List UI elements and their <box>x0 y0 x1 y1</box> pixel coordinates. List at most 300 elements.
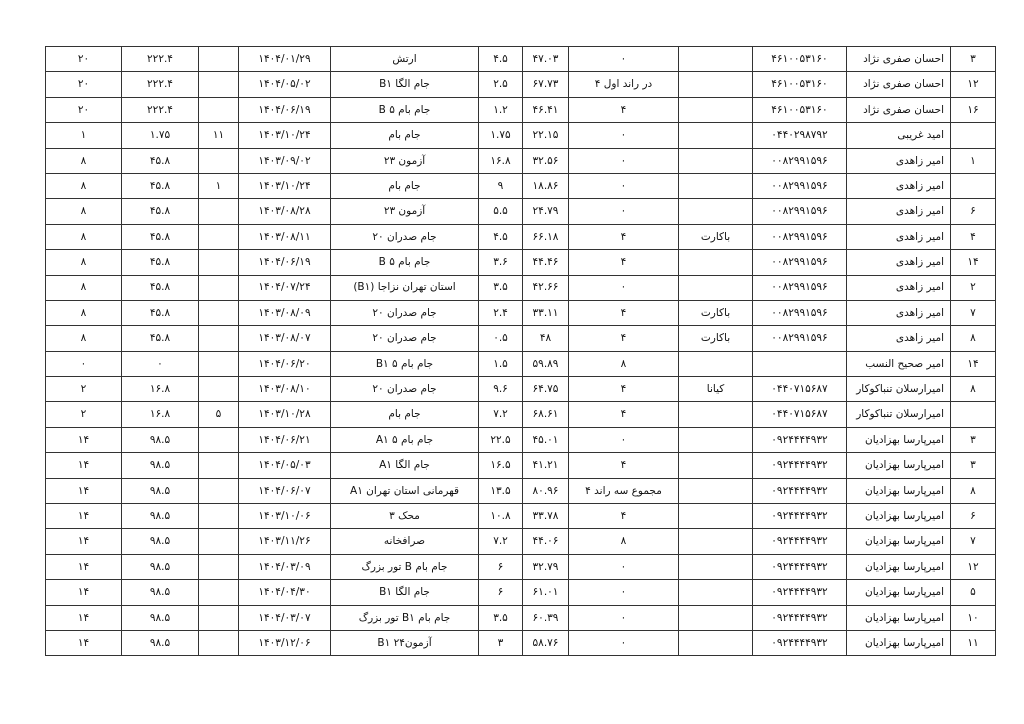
cell-club <box>679 529 753 554</box>
cell-count: ۸ <box>46 199 122 224</box>
cell-name: امیر زاهدی <box>847 250 951 275</box>
cell-total: ۹۸.۵ <box>122 554 199 579</box>
cell-code: ۰۴۴۰۲۹۸۷۹۲ <box>753 123 847 148</box>
table-row <box>46 72 996 97</box>
cell-idx: ۱۰ <box>951 605 996 630</box>
cell-event: جام بام ۵ B <box>331 97 479 122</box>
table-row <box>46 300 996 325</box>
cell-score: ۵۸.۷۶ <box>523 630 569 655</box>
cell-rank: ۰ <box>569 630 679 655</box>
cell-seq <box>199 97 239 122</box>
cell-club <box>679 478 753 503</box>
cell-pts: ۱.۲ <box>479 97 523 122</box>
table-row <box>46 123 996 148</box>
cell-seq <box>199 554 239 579</box>
cell-score: ۶۸.۶۱ <box>523 402 569 427</box>
cell-seq <box>199 47 239 72</box>
cell-date: ۱۴۰۳/۱۲/۰۶ <box>239 630 331 655</box>
cell-date: ۱۴۰۳/۰۸/۱۰ <box>239 377 331 402</box>
cell-total: ۹۸.۵ <box>122 605 199 630</box>
table-row <box>46 529 996 554</box>
cell-seq <box>199 300 239 325</box>
table-row <box>46 630 996 655</box>
cell-seq <box>199 427 239 452</box>
cell-event: جام بام B تور بزرگ <box>331 554 479 579</box>
cell-event: صرافخانه <box>331 529 479 554</box>
cell-count: ۲۰ <box>46 47 122 72</box>
cell-event: جام بام ۵ B۱ <box>331 351 479 376</box>
cell-score: ۲۴.۷۹ <box>523 199 569 224</box>
cell-date: ۱۴۰۳/۰۸/۰۹ <box>239 300 331 325</box>
cell-idx: ۸ <box>951 478 996 503</box>
cell-event: جام بام ۵ A۱ <box>331 427 479 452</box>
cell-seq <box>199 224 239 249</box>
table-row <box>46 580 996 605</box>
cell-pts: ۷.۲ <box>479 402 523 427</box>
cell-rank: ۸ <box>569 529 679 554</box>
cell-pts: ۳.۵ <box>479 605 523 630</box>
table-row <box>46 351 996 376</box>
cell-idx: ۳ <box>951 427 996 452</box>
cell-rank: ۰ <box>569 47 679 72</box>
cell-score: ۶۰.۳۹ <box>523 605 569 630</box>
cell-pts: ۱۶.۵ <box>479 453 523 478</box>
cell-idx: ۷ <box>951 300 996 325</box>
cell-score: ۴۷.۰۳ <box>523 47 569 72</box>
cell-total: ۹۸.۵ <box>122 478 199 503</box>
cell-pts: ۲.۵ <box>479 72 523 97</box>
cell-idx: ۲ <box>951 275 996 300</box>
cell-club <box>679 580 753 605</box>
cell-club <box>679 630 753 655</box>
table-row <box>46 173 996 198</box>
cell-rank: ۰ <box>569 427 679 452</box>
cell-count: ۱۴ <box>46 580 122 605</box>
cell-name: امیر زاهدی <box>847 199 951 224</box>
cell-pts: ۳ <box>479 630 523 655</box>
cell-club <box>679 173 753 198</box>
cell-total: ۴۵.۸ <box>122 199 199 224</box>
cell-pts: ۲۲.۵ <box>479 427 523 452</box>
cell-seq <box>199 478 239 503</box>
cell-name: امیرپارسا بهزادیان <box>847 529 951 554</box>
cell-score: ۳۲.۵۶ <box>523 148 569 173</box>
cell-idx: ۱۴ <box>951 250 996 275</box>
table-row <box>46 427 996 452</box>
cell-date: ۱۴۰۳/۱۰/۲۸ <box>239 402 331 427</box>
cell-total: ۲۲۲.۴ <box>122 97 199 122</box>
cell-name: امیر زاهدی <box>847 224 951 249</box>
cell-rank: در راند اول ۴ <box>569 72 679 97</box>
cell-total: ۴۵.۸ <box>122 173 199 198</box>
cell-total: ۲۲۲.۴ <box>122 72 199 97</box>
cell-score: ۶۶.۱۸ <box>523 224 569 249</box>
cell-total: ۹۸.۵ <box>122 630 199 655</box>
cell-code: ۰۹۲۴۴۴۴۹۳۲ <box>753 529 847 554</box>
cell-date: ۱۴۰۳/۱۱/۲۶ <box>239 529 331 554</box>
cell-count: ۸ <box>46 326 122 351</box>
table-row <box>46 377 996 402</box>
cell-event: جام الگا B۱ <box>331 72 479 97</box>
cell-date: ۱۴۰۳/۰۸/۲۸ <box>239 199 331 224</box>
cell-score: ۱۸.۸۶ <box>523 173 569 198</box>
cell-date: ۱۴۰۳/۰۸/۱۱ <box>239 224 331 249</box>
cell-code: ۰۰۸۲۹۹۱۵۹۶ <box>753 224 847 249</box>
cell-date: ۱۴۰۴/۰۶/۱۹ <box>239 97 331 122</box>
table-row <box>46 605 996 630</box>
cell-seq <box>199 72 239 97</box>
cell-idx: ۵ <box>951 580 996 605</box>
cell-idx <box>951 123 996 148</box>
cell-code: ۰۹۲۴۴۴۴۹۳۲ <box>753 504 847 529</box>
cell-club <box>679 97 753 122</box>
cell-date: ۱۴۰۳/۱۰/۰۶ <box>239 504 331 529</box>
cell-event: جام صدران ۲۰ <box>331 326 479 351</box>
cell-seq <box>199 453 239 478</box>
cell-name: امیرارسلان تنباکوکار <box>847 402 951 427</box>
cell-name: امیرپارسا بهزادیان <box>847 478 951 503</box>
cell-idx: ۷ <box>951 529 996 554</box>
cell-event: جام الگا A۱ <box>331 453 479 478</box>
cell-event: استان تهران نزاجا (B۱) <box>331 275 479 300</box>
cell-name: امیرپارسا بهزادیان <box>847 605 951 630</box>
table-row <box>46 199 996 224</box>
cell-rank: ۴ <box>569 402 679 427</box>
cell-idx: ۱ <box>951 148 996 173</box>
table-row <box>46 224 996 249</box>
cell-name: امیر زاهدی <box>847 326 951 351</box>
cell-seq <box>199 377 239 402</box>
cell-name: احسان صفری نژاد <box>847 47 951 72</box>
cell-rank: ۴ <box>569 377 679 402</box>
cell-count: ۲ <box>46 377 122 402</box>
cell-total: ۹۸.۵ <box>122 504 199 529</box>
cell-event: جام صدران ۲۰ <box>331 377 479 402</box>
cell-seq <box>199 504 239 529</box>
cell-idx: ۶ <box>951 199 996 224</box>
cell-seq <box>199 199 239 224</box>
cell-score: ۴۴.۰۶ <box>523 529 569 554</box>
cell-club <box>679 148 753 173</box>
cell-name: امیرپارسا بهزادیان <box>847 554 951 579</box>
cell-seq <box>199 275 239 300</box>
cell-score: ۴۲.۶۶ <box>523 275 569 300</box>
cell-club <box>679 250 753 275</box>
cell-date: ۱۴۰۴/۰۱/۲۹ <box>239 47 331 72</box>
cell-date: ۱۴۰۴/۰۵/۰۳ <box>239 453 331 478</box>
cell-pts: ۴.۵ <box>479 224 523 249</box>
cell-event: ارتش <box>331 47 479 72</box>
cell-club <box>679 504 753 529</box>
cell-idx: ۳ <box>951 453 996 478</box>
cell-seq: ۱ <box>199 173 239 198</box>
cell-seq <box>199 250 239 275</box>
cell-code: ۰۹۲۴۴۴۴۹۳۲ <box>753 630 847 655</box>
cell-code: ۰۹۲۴۴۴۴۹۳۲ <box>753 580 847 605</box>
cell-name: احسان صفری نژاد <box>847 97 951 122</box>
cell-pts: ۱۳.۵ <box>479 478 523 503</box>
cell-total: ۴۵.۸ <box>122 148 199 173</box>
cell-code: ۰۰۸۲۹۹۱۵۹۶ <box>753 173 847 198</box>
cell-count: ۲۰ <box>46 72 122 97</box>
cell-pts: ۲.۴ <box>479 300 523 325</box>
cell-count: ۰ <box>46 351 122 376</box>
cell-date: ۱۴۰۳/۱۰/۲۴ <box>239 123 331 148</box>
cell-idx <box>951 402 996 427</box>
cell-count: ۸ <box>46 300 122 325</box>
cell-pts: ۶ <box>479 554 523 579</box>
cell-seq <box>199 580 239 605</box>
cell-name: امیرپارسا بهزادیان <box>847 453 951 478</box>
cell-code: ۰۹۲۴۴۴۴۹۳۲ <box>753 427 847 452</box>
cell-total: ۴۵.۸ <box>122 300 199 325</box>
cell-total: ۱.۷۵ <box>122 123 199 148</box>
cell-name: امیرپارسا بهزادیان <box>847 630 951 655</box>
cell-rank: ۰ <box>569 123 679 148</box>
cell-club: کیانا <box>679 377 753 402</box>
cell-name: امیر صحیح النسب <box>847 351 951 376</box>
cell-score: ۶۷.۷۳ <box>523 72 569 97</box>
cell-code: ۰۰۸۲۹۹۱۵۹۶ <box>753 199 847 224</box>
cell-idx: ۴ <box>951 224 996 249</box>
cell-code: ۴۶۱۰۰۵۳۱۶۰ <box>753 47 847 72</box>
table-row <box>46 275 996 300</box>
cell-rank: ۴ <box>569 250 679 275</box>
cell-score: ۳۳.۷۸ <box>523 504 569 529</box>
cell-idx: ۳ <box>951 47 996 72</box>
cell-score: ۴۱.۲۱ <box>523 453 569 478</box>
cell-count: ۱۴ <box>46 453 122 478</box>
cell-total: ۱۶.۸ <box>122 402 199 427</box>
cell-seq: ۵ <box>199 402 239 427</box>
cell-pts: ۶ <box>479 580 523 605</box>
table-row <box>46 478 996 503</box>
cell-event: محک ۳ <box>331 504 479 529</box>
cell-club: باکارت <box>679 300 753 325</box>
records-table <box>45 46 996 656</box>
cell-score: ۵۹.۸۹ <box>523 351 569 376</box>
cell-total: ۰ <box>122 351 199 376</box>
cell-score: ۴۵.۰۱ <box>523 427 569 452</box>
cell-date: ۱۴۰۴/۰۵/۰۲ <box>239 72 331 97</box>
cell-count: ۸ <box>46 275 122 300</box>
table-row <box>46 554 996 579</box>
cell-event: آزمون۲۴ B۱ <box>331 630 479 655</box>
cell-code: ۰۹۲۴۴۴۴۹۳۲ <box>753 453 847 478</box>
cell-count: ۱۴ <box>46 630 122 655</box>
cell-idx: ۱۱ <box>951 630 996 655</box>
cell-rank: ۰ <box>569 173 679 198</box>
cell-date: ۱۴۰۴/۰۶/۰۷ <box>239 478 331 503</box>
cell-date: ۱۴۰۳/۰۹/۰۲ <box>239 148 331 173</box>
cell-name: امیرارسلان تنباکوکار <box>847 377 951 402</box>
cell-pts: ۹.۶ <box>479 377 523 402</box>
cell-count: ۱۴ <box>46 605 122 630</box>
cell-count: ۲۰ <box>46 97 122 122</box>
cell-club <box>679 453 753 478</box>
cell-code: ۰۰۸۲۹۹۱۵۹۶ <box>753 326 847 351</box>
cell-total: ۹۸.۵ <box>122 427 199 452</box>
cell-event: جام بام <box>331 123 479 148</box>
cell-pts: ۱.۷۵ <box>479 123 523 148</box>
cell-pts: ۳.۶ <box>479 250 523 275</box>
cell-date: ۱۴۰۴/۰۶/۲۱ <box>239 427 331 452</box>
cell-count: ۱۴ <box>46 504 122 529</box>
cell-code: ۰۴۴۰۷۱۵۶۸۷ <box>753 402 847 427</box>
cell-date: ۱۴۰۴/۰۳/۰۷ <box>239 605 331 630</box>
cell-event: آزمون ۲۳ <box>331 148 479 173</box>
table-body <box>46 47 996 656</box>
cell-idx: ۱۶ <box>951 97 996 122</box>
cell-code: ۴۶۱۰۰۵۳۱۶۰ <box>753 72 847 97</box>
cell-total: ۹۸.۵ <box>122 529 199 554</box>
cell-club <box>679 351 753 376</box>
cell-score: ۶۱.۰۱ <box>523 580 569 605</box>
cell-score: ۶۴.۷۵ <box>523 377 569 402</box>
cell-score: ۸۰.۹۶ <box>523 478 569 503</box>
cell-pts: ۰.۵ <box>479 326 523 351</box>
cell-event: جام بام <box>331 173 479 198</box>
cell-score: ۴۸ <box>523 326 569 351</box>
cell-pts: ۹ <box>479 173 523 198</box>
cell-name: امیرپارسا بهزادیان <box>847 580 951 605</box>
table-row <box>46 148 996 173</box>
cell-event: جام بام B۱ تور بزرگ <box>331 605 479 630</box>
cell-count: ۱۴ <box>46 529 122 554</box>
cell-idx: ۱۴ <box>951 351 996 376</box>
cell-code: ۰۰۸۲۹۹۱۵۹۶ <box>753 275 847 300</box>
cell-date: ۱۴۰۴/۰۷/۲۴ <box>239 275 331 300</box>
cell-rank: ۴ <box>569 504 679 529</box>
cell-total: ۲۲۲.۴ <box>122 47 199 72</box>
cell-date: ۱۴۰۳/۱۰/۲۴ <box>239 173 331 198</box>
cell-idx: ۸ <box>951 326 996 351</box>
cell-club <box>679 402 753 427</box>
cell-score: ۳۲.۷۹ <box>523 554 569 579</box>
cell-name: امیر زاهدی <box>847 148 951 173</box>
cell-name: امیر زاهدی <box>847 300 951 325</box>
cell-code: ۰۹۲۴۴۴۴۹۳۲ <box>753 554 847 579</box>
cell-rank: ۰ <box>569 580 679 605</box>
table-row <box>46 326 996 351</box>
cell-score: ۲۲.۱۵ <box>523 123 569 148</box>
cell-club <box>679 554 753 579</box>
cell-code: ۰۹۲۴۴۴۴۹۳۲ <box>753 478 847 503</box>
cell-rank: ۴ <box>569 97 679 122</box>
cell-seq <box>199 326 239 351</box>
cell-date: ۱۴۰۳/۰۸/۰۷ <box>239 326 331 351</box>
cell-event: جام بام <box>331 402 479 427</box>
cell-code: ۰۰۸۲۹۹۱۵۹۶ <box>753 250 847 275</box>
table-row <box>46 47 996 72</box>
cell-club <box>679 72 753 97</box>
cell-rank: ۴ <box>569 300 679 325</box>
cell-club <box>679 199 753 224</box>
cell-score: ۳۳.۱۱ <box>523 300 569 325</box>
cell-count: ۸ <box>46 250 122 275</box>
cell-idx: ۱۲ <box>951 554 996 579</box>
table-row <box>46 402 996 427</box>
cell-score: ۴۴.۴۶ <box>523 250 569 275</box>
cell-name: امیرپارسا بهزادیان <box>847 504 951 529</box>
table-row <box>46 97 996 122</box>
cell-count: ۱۴ <box>46 478 122 503</box>
cell-total: ۴۵.۸ <box>122 326 199 351</box>
cell-date: ۱۴۰۴/۰۶/۲۰ <box>239 351 331 376</box>
cell-club <box>679 427 753 452</box>
cell-event: آزمون ۲۳ <box>331 199 479 224</box>
cell-pts: ۴.۵ <box>479 47 523 72</box>
table-row <box>46 250 996 275</box>
cell-code: ۰۹۲۴۴۴۴۹۳۲ <box>753 605 847 630</box>
cell-total: ۴۵.۸ <box>122 250 199 275</box>
cell-count: ۸ <box>46 173 122 198</box>
cell-count: ۱ <box>46 123 122 148</box>
cell-total: ۴۵.۸ <box>122 224 199 249</box>
cell-rank: ۸ <box>569 351 679 376</box>
cell-date: ۱۴۰۴/۰۳/۰۹ <box>239 554 331 579</box>
cell-name: امید غریبی <box>847 123 951 148</box>
cell-event: جام صدران ۲۰ <box>331 224 479 249</box>
cell-pts: ۵.۵ <box>479 199 523 224</box>
cell-club: باکارت <box>679 326 753 351</box>
table-row <box>46 504 996 529</box>
cell-rank: ۰ <box>569 275 679 300</box>
cell-rank: ۴ <box>569 224 679 249</box>
cell-count: ۸ <box>46 148 122 173</box>
cell-total: ۱۶.۸ <box>122 377 199 402</box>
cell-total: ۴۵.۸ <box>122 275 199 300</box>
cell-event: جام بام ۵ B <box>331 250 479 275</box>
cell-rank: مجموع سه راند ۴ <box>569 478 679 503</box>
cell-total: ۹۸.۵ <box>122 580 199 605</box>
cell-date: ۱۴۰۴/۰۴/۳۰ <box>239 580 331 605</box>
cell-pts: ۳.۵ <box>479 275 523 300</box>
cell-idx <box>951 173 996 198</box>
table-row <box>46 453 996 478</box>
cell-name: امیرپارسا بهزادیان <box>847 427 951 452</box>
records-sheet <box>45 46 981 656</box>
cell-rank: ۰ <box>569 554 679 579</box>
cell-code: ۴۶۱۰۰۵۳۱۶۰ <box>753 97 847 122</box>
cell-code: ۰۴۴۰۷۱۵۶۸۷ <box>753 377 847 402</box>
cell-rank: ۴ <box>569 453 679 478</box>
cell-club <box>679 47 753 72</box>
cell-club: باکارت <box>679 224 753 249</box>
cell-idx: ۶ <box>951 504 996 529</box>
cell-count: ۸ <box>46 224 122 249</box>
cell-event: جام الگا B۱ <box>331 580 479 605</box>
cell-rank: ۰ <box>569 199 679 224</box>
cell-name: احسان صفری نژاد <box>847 72 951 97</box>
cell-pts: ۱.۵ <box>479 351 523 376</box>
cell-rank: ۴ <box>569 326 679 351</box>
cell-idx: ۸ <box>951 377 996 402</box>
cell-seq <box>199 605 239 630</box>
cell-event: قهرمانی استان تهران A۱ <box>331 478 479 503</box>
cell-club <box>679 123 753 148</box>
cell-rank: ۰ <box>569 148 679 173</box>
cell-code: ۰۰۸۲۹۹۱۵۹۶ <box>753 148 847 173</box>
cell-seq <box>199 529 239 554</box>
cell-score: ۴۶.۴۱ <box>523 97 569 122</box>
cell-event: جام صدران ۲۰ <box>331 300 479 325</box>
cell-club <box>679 275 753 300</box>
cell-pts: ۷.۲ <box>479 529 523 554</box>
cell-seq <box>199 148 239 173</box>
cell-pts: ۱۰.۸ <box>479 504 523 529</box>
cell-club <box>679 605 753 630</box>
